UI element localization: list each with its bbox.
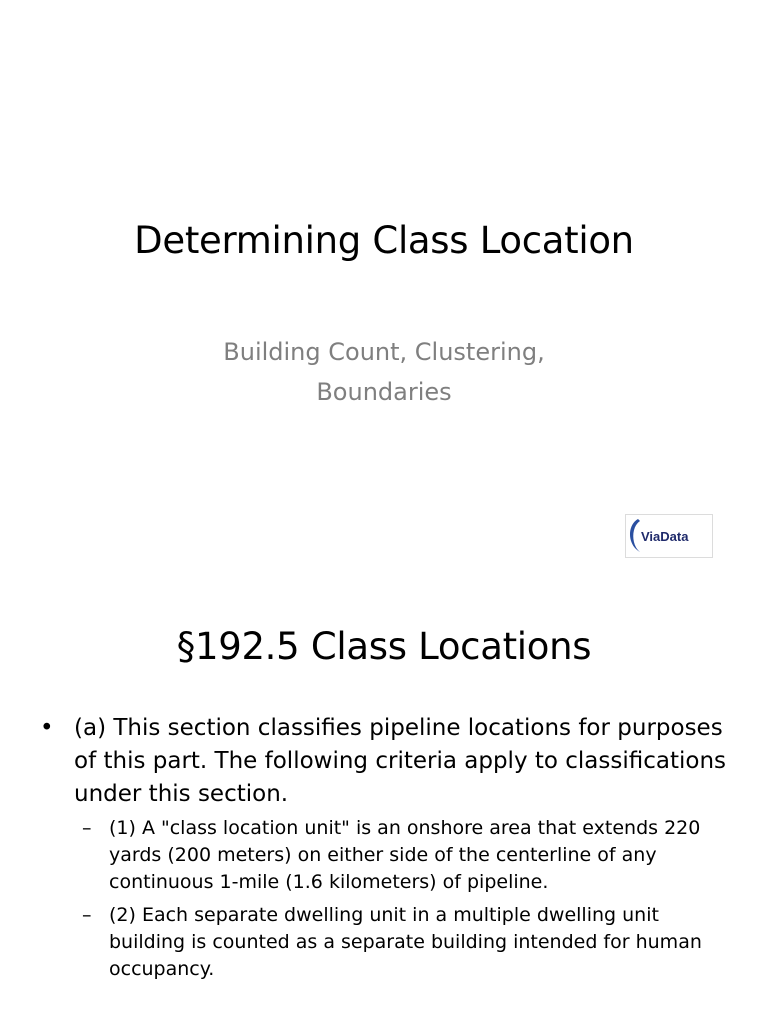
bullet-list bbox=[36, 712, 736, 989]
sub-bullet-item bbox=[36, 815, 736, 896]
content-slide bbox=[0, 576, 768, 1024]
sub-bullet-text: (1) A "class location unit" is an onshore area that extends 220 yards (200 meters) on either side of the centerline of any continuous 1-mile (1.6 kilometers) of pipeline. bbox=[109, 817, 701, 893]
slide-subtitle bbox=[150, 332, 618, 412]
viadata-logo bbox=[625, 514, 713, 558]
logo-text: ViaData bbox=[641, 529, 689, 544]
viadata-logo-graphic bbox=[626, 515, 712, 557]
slide-title: Determining Class Location bbox=[134, 219, 634, 262]
sub-bullet-marker: – bbox=[82, 817, 92, 839]
sub-bullet-item bbox=[36, 902, 736, 983]
sub-bullet-marker: – bbox=[82, 904, 92, 926]
subtitle-line: Boundaries bbox=[316, 378, 452, 406]
slide-title: §192.5 Class Locations bbox=[176, 625, 592, 668]
bullet-marker: • bbox=[40, 715, 54, 741]
bullet-item bbox=[36, 712, 736, 811]
subtitle-line: Building Count, Clustering, bbox=[223, 338, 545, 366]
sub-bullet-text: (2) Each separate dwelling unit in a multiple dwelling unit building is counted as a separate building intended for human occupancy. bbox=[109, 904, 702, 980]
bullet-text: (a) This section classifies pipeline locations for purposes of this part. The following criteria apply to classifications under this section. bbox=[74, 715, 727, 807]
